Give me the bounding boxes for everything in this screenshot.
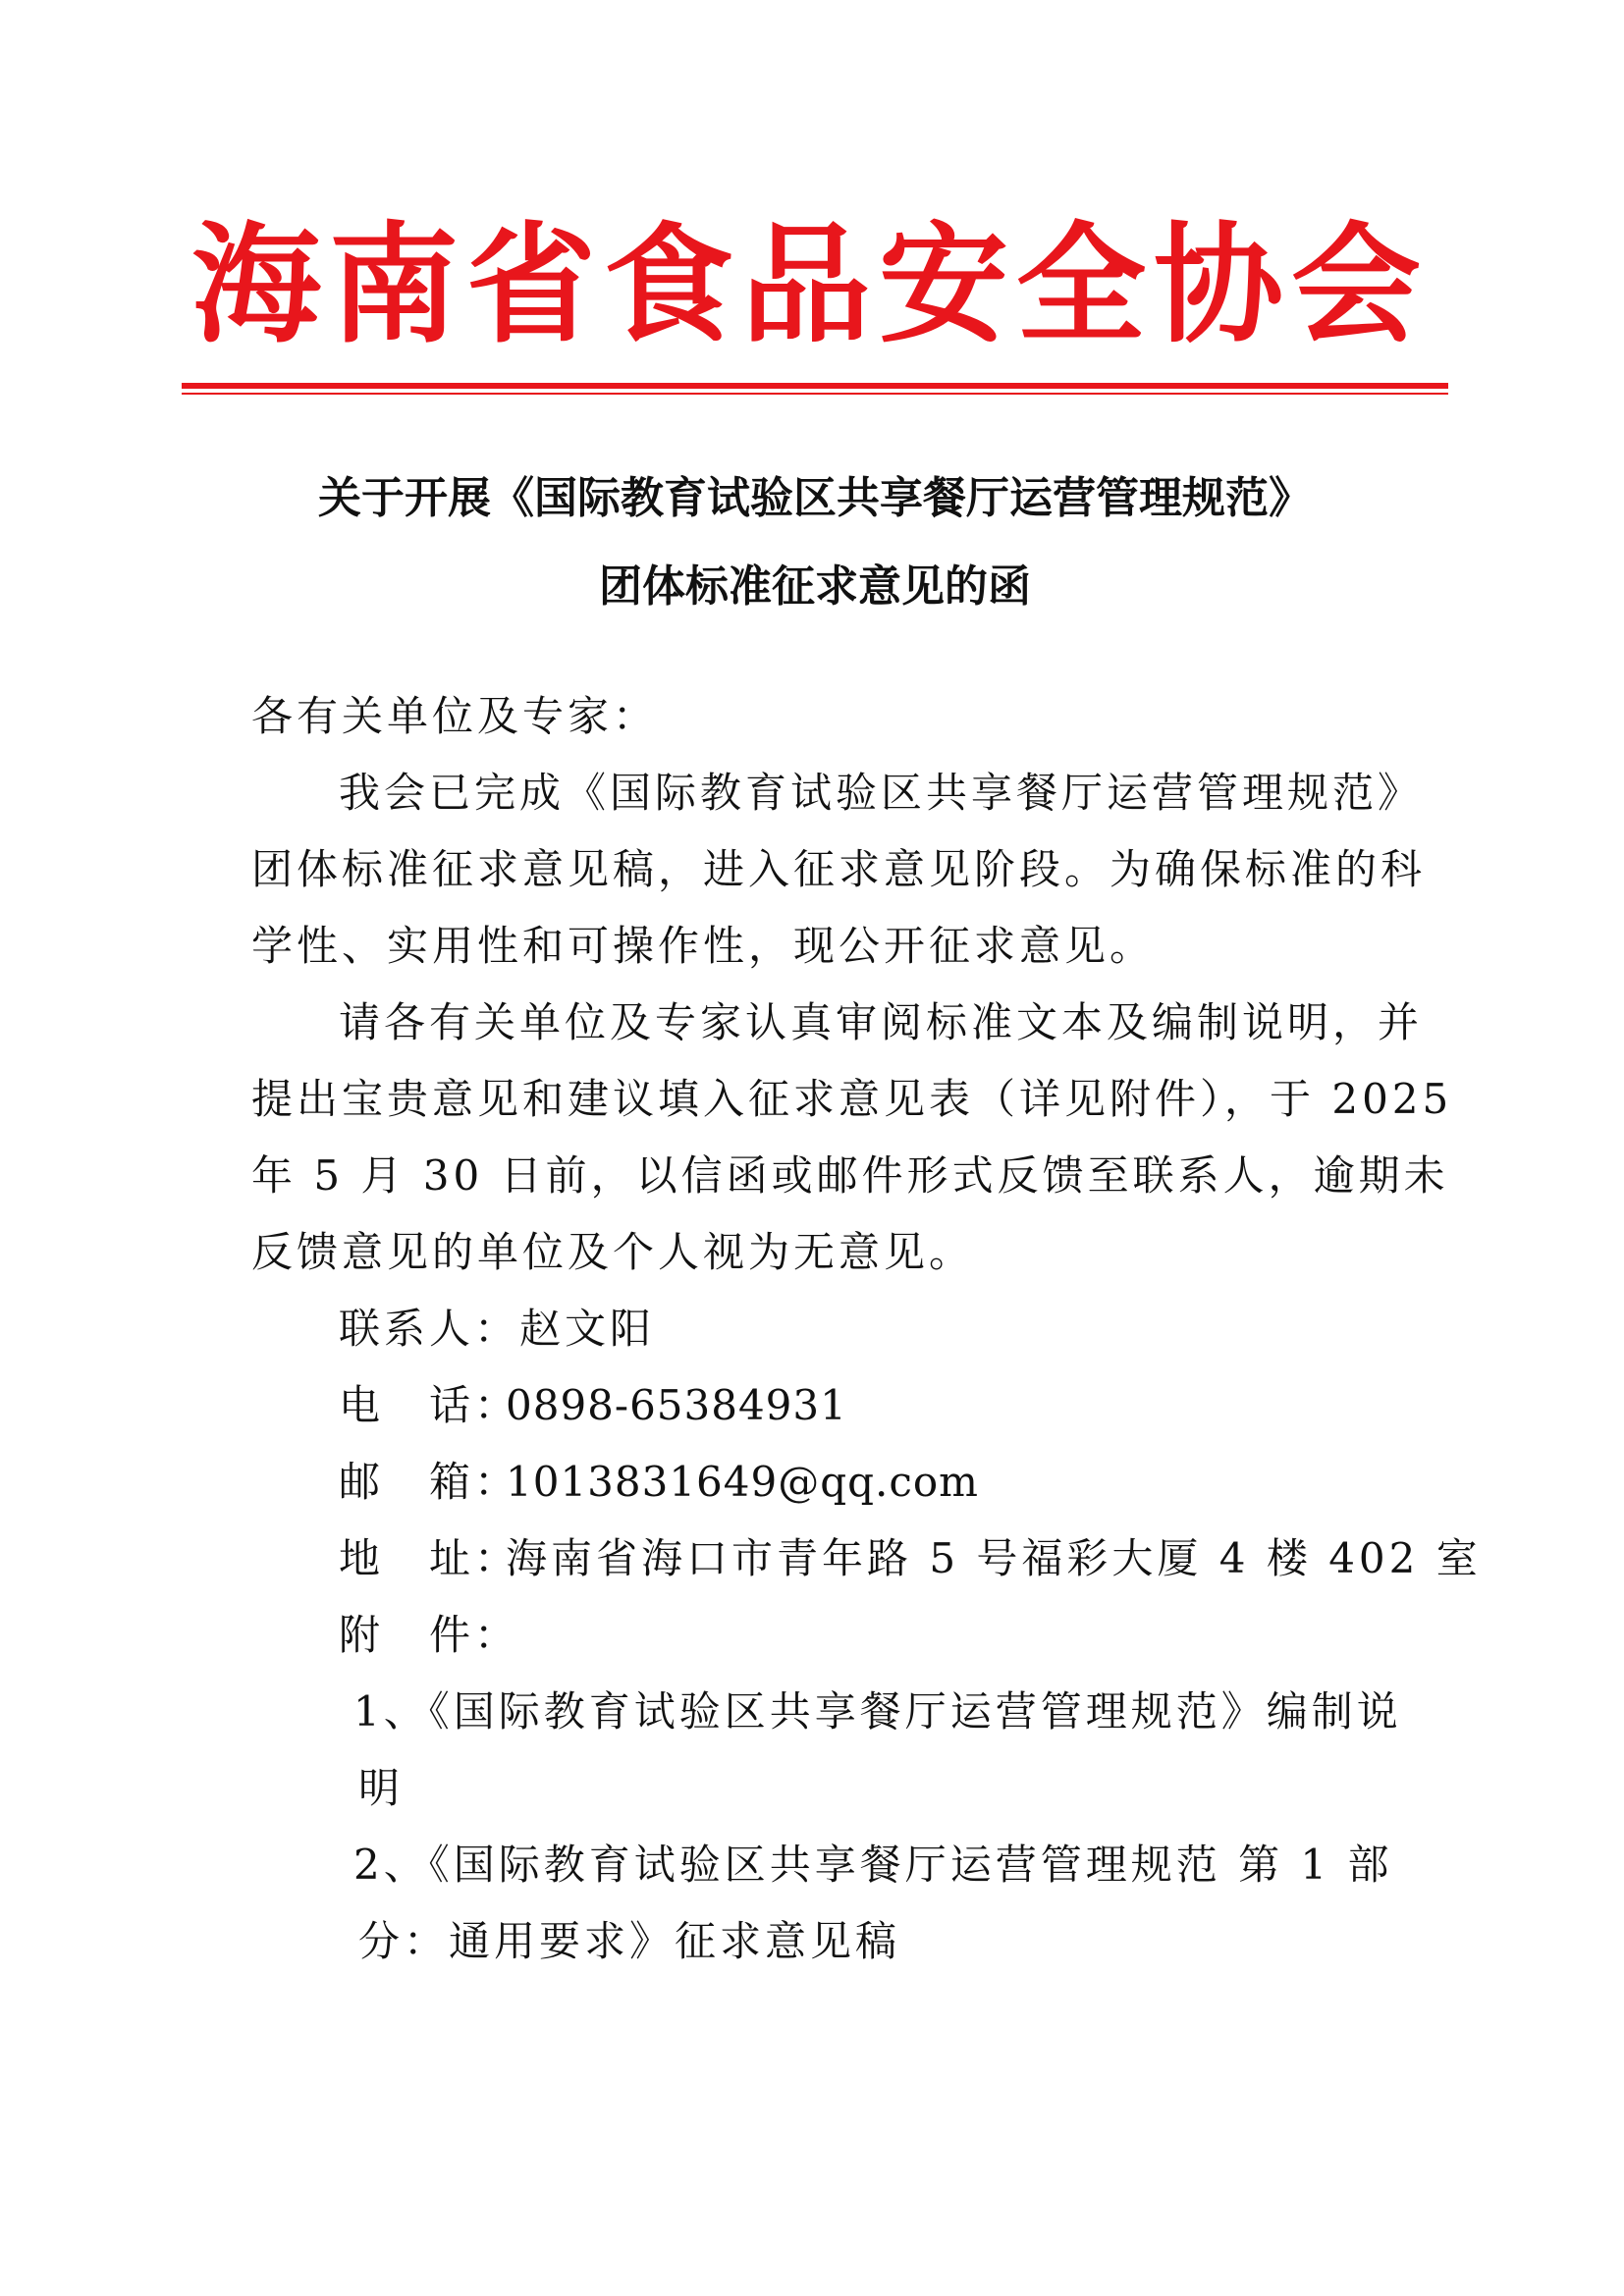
paragraph-2-line: 年 5 月 30 日前，以信函或邮件形式反馈至联系人，逾期未 (251, 1151, 1449, 1200)
contact-phone-value: 0898-65384931 (506, 1381, 847, 1429)
document-title-line-2: 团体标准征求意见的函 (599, 561, 1031, 612)
contact-email-row (339, 1453, 979, 1512)
attachment-item-1-line: 1、《国际教育试验区共享餐厅运营管理规范》编制说 (353, 1687, 1402, 1735)
attachments-row (339, 1606, 520, 1665)
contact-email-value: 1013831649@qq.com (506, 1458, 979, 1506)
paragraph-2-line: 请各有关单位及专家认真审阅标准文本及编制说明，并 (339, 998, 1424, 1046)
contact-person-label: 联系人： (339, 1305, 520, 1353)
paragraph-2-line: 提出宝贵意见和建议填入征求意见表（详见附件），于 2025 (251, 1075, 1453, 1123)
paragraph-2-line: 反馈意见的单位及个人视为无意见。 (251, 1228, 975, 1276)
document-title-line-1: 关于开展《国际教育试验区共享餐厅运营管理规范》 (318, 473, 1312, 523)
contact-phone-row (339, 1376, 847, 1435)
salutation: 各有关单位及专家： (251, 692, 659, 740)
contact-person-row (339, 1300, 655, 1359)
letterhead-org-name: 海南省食品安全协会 (191, 209, 1429, 361)
attachment-item-2-line: 2、《国际教育试验区共享餐厅运营管理规范 第 1 部 (353, 1841, 1393, 1889)
contact-address-label: 地 址： (339, 1534, 520, 1582)
paragraph-1-line: 学性、实用性和可操作性，现公开征求意见。 (251, 922, 1156, 970)
contact-email-label: 邮 箱： (339, 1458, 520, 1506)
paragraph-1-line: 我会已完成《国际教育试验区共享餐厅运营管理规范》 (339, 769, 1424, 817)
letterhead-rule-thick (182, 383, 1448, 389)
attachments-label: 附 件： (339, 1611, 520, 1659)
paragraph-1-line: 团体标准征求意见稿，进入征求意见阶段。为确保标准的科 (251, 845, 1427, 893)
contact-address-value: 海南省海口市青年路 5 号福彩大厦 4 楼 402 室 (506, 1534, 1482, 1582)
contact-phone-label: 电 话： (339, 1381, 520, 1429)
contact-address-row (339, 1529, 1482, 1588)
attachment-item-1-line: 明 (358, 1764, 405, 1812)
letterhead-rule-thin (182, 393, 1448, 395)
contact-person-value: 赵文阳 (519, 1305, 656, 1353)
attachment-item-2-line: 分：通用要求》征求意见稿 (358, 1917, 901, 1965)
